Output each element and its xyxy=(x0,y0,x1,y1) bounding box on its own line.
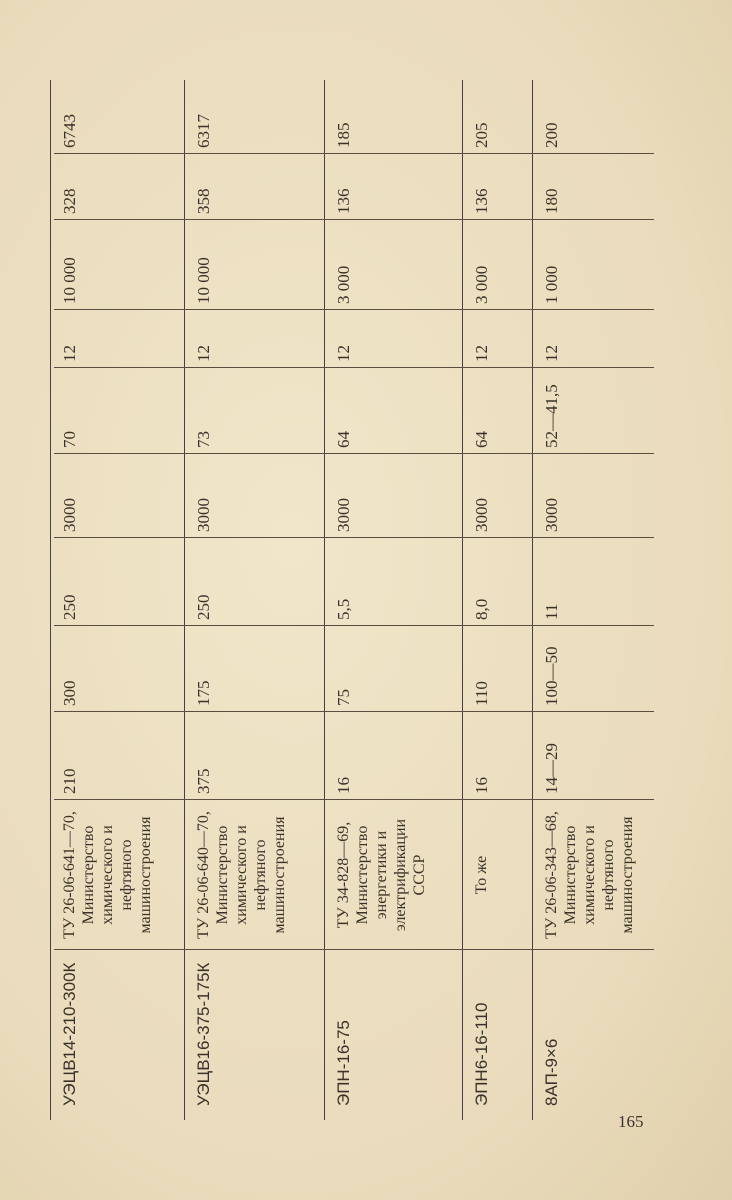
value-cell: 14—29 xyxy=(542,743,561,794)
value-cell: 12 xyxy=(194,345,213,362)
value-cell: 12 xyxy=(334,345,353,362)
value-cell: 10 000 xyxy=(60,257,79,304)
value-cell: 250 xyxy=(60,594,79,620)
column-divider xyxy=(54,537,654,538)
pump-model: ЭПН6-16-110 xyxy=(472,1002,491,1106)
column-divider xyxy=(54,625,654,626)
value-cell: 136 xyxy=(472,188,491,214)
value-cell: 16 xyxy=(334,777,353,794)
value-cell: 70 xyxy=(60,431,79,448)
column-divider xyxy=(54,711,654,712)
row-separator xyxy=(462,80,463,1120)
value-cell: 200 xyxy=(542,122,561,148)
column-divider xyxy=(54,219,654,220)
row-separator xyxy=(324,80,325,1120)
value-cell: 136 xyxy=(334,188,353,214)
value-cell: 16 xyxy=(472,777,491,794)
spec-document: То же xyxy=(473,855,490,895)
value-cell: 12 xyxy=(542,345,561,362)
value-cell: 3000 xyxy=(542,498,561,532)
column-divider xyxy=(54,949,654,950)
value-cell: 8,0 xyxy=(472,598,491,620)
value-cell: 3 000 xyxy=(472,265,491,304)
value-cell: 110 xyxy=(472,681,491,706)
spec-document: ТУ 26-06-640—70, Министерство химического и нефтяного машиностроения xyxy=(195,811,288,939)
value-cell: 3 000 xyxy=(334,265,353,304)
value-cell: 3000 xyxy=(334,498,353,532)
value-cell: 64 xyxy=(472,431,491,448)
value-cell: 64 xyxy=(334,431,353,448)
table-rule-top xyxy=(50,80,51,1120)
value-cell: 1 000 xyxy=(542,265,561,304)
value-cell: 3000 xyxy=(60,498,79,532)
value-cell: 328 xyxy=(60,188,79,214)
value-cell: 12 xyxy=(472,345,491,362)
row-separator xyxy=(184,80,185,1120)
column-divider xyxy=(54,453,654,454)
value-cell: 12 xyxy=(60,345,79,362)
table-row xyxy=(466,80,524,1120)
value-cell: 100—50 xyxy=(542,646,561,706)
value-cell: 300 xyxy=(60,680,79,706)
spec-document: ТУ 26-06-641—70, Министерство химического и нефтяного машиностроения xyxy=(61,811,154,939)
table-row xyxy=(536,80,662,1120)
value-cell: 5,5 xyxy=(334,598,353,620)
value-cell: 6743 xyxy=(60,114,79,148)
value-cell: 52—41,5 xyxy=(542,384,561,448)
value-cell: 3000 xyxy=(472,498,491,532)
column-divider xyxy=(54,367,654,368)
spec-document: ТУ 34-828—69, Министерство энергетики и электрификации СССР xyxy=(335,818,428,932)
value-cell: 6317 xyxy=(194,114,213,148)
value-cell: 375 xyxy=(194,768,213,794)
table-row xyxy=(188,80,316,1120)
row-separator xyxy=(532,80,533,1120)
value-cell: 10 000 xyxy=(194,257,213,304)
value-cell: 358 xyxy=(194,188,213,214)
pump-model: УЭЦВ16-375-175К xyxy=(194,962,213,1106)
column-divider xyxy=(54,309,654,310)
value-cell: 250 xyxy=(194,594,213,620)
table-row xyxy=(54,80,182,1120)
value-cell: 75 xyxy=(334,689,353,706)
value-cell: 175 xyxy=(194,680,213,706)
value-cell: 3000 xyxy=(194,498,213,532)
spec-document: ТУ 26-06-343—68, Министерство химического и нефтяного машиностроения xyxy=(543,811,636,939)
pump-model: УЭЦВ14-210-300К xyxy=(60,962,79,1106)
pump-model: 8АП-9×6 xyxy=(542,1038,561,1106)
page-number: 165 xyxy=(618,1112,644,1131)
table-row xyxy=(328,80,458,1120)
value-cell: 180 xyxy=(542,188,561,214)
pump-model: ЭПН-16-75 xyxy=(334,1020,353,1106)
value-cell: 185 xyxy=(334,122,353,148)
value-cell: 210 xyxy=(60,768,79,794)
value-cell: 205 xyxy=(472,122,491,148)
value-cell: 11 xyxy=(542,603,561,620)
column-divider xyxy=(54,153,654,154)
value-cell: 73 xyxy=(194,431,213,448)
pump-spec-table xyxy=(46,80,666,1120)
column-divider xyxy=(54,799,654,800)
